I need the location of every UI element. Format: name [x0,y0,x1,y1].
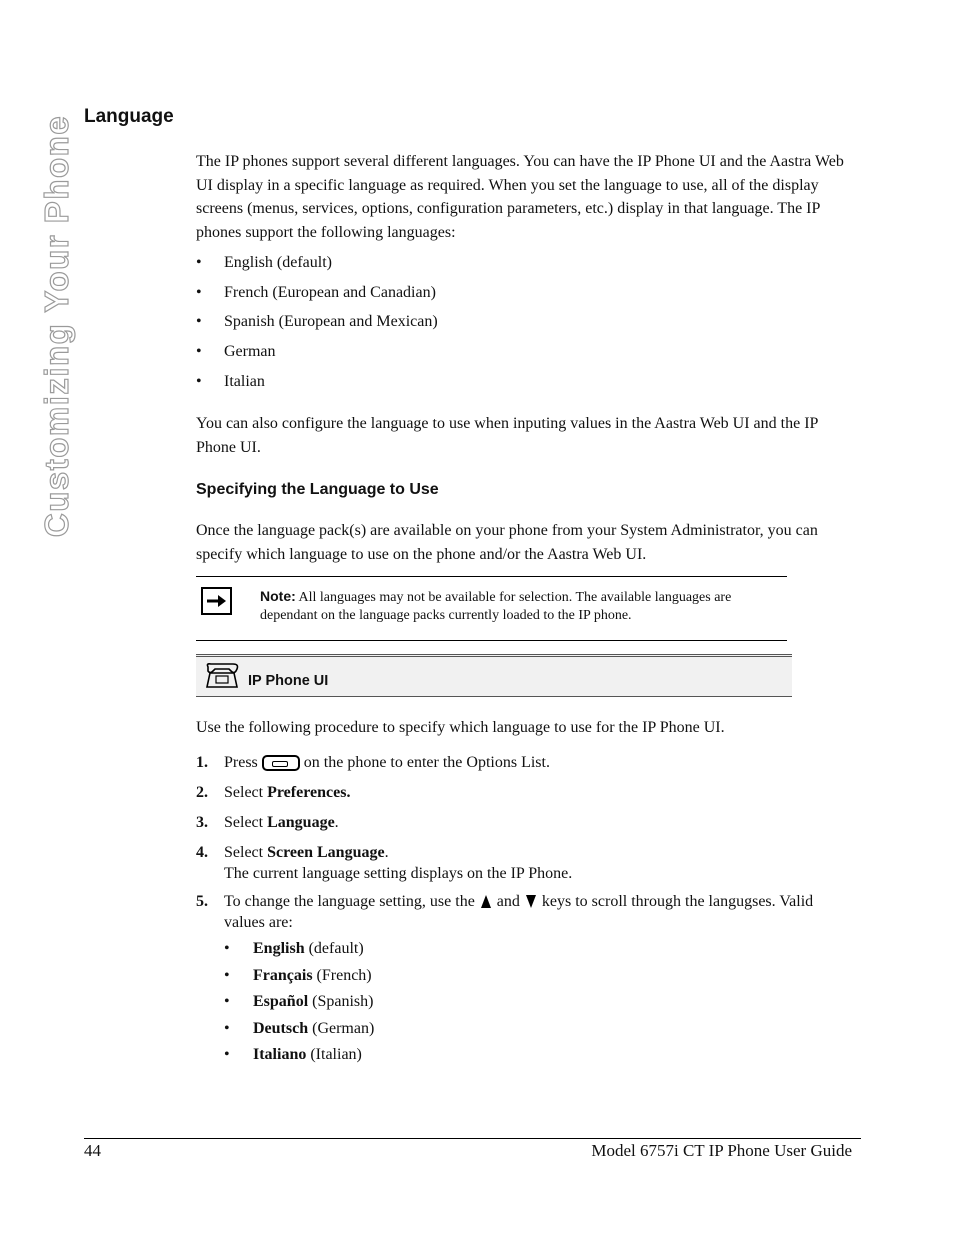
note [260,587,790,625]
note-rule-bottom [196,640,787,641]
page-number: 44 [84,1141,101,1160]
inputing-paragraph: You can also configure the language to use when inputing values in the Aastra Web UI and the IP Phone UI. [196,415,818,456]
note-label: Note: [260,588,296,604]
section-title: Language [84,106,174,127]
guide-title: Model 6757i CT IP Phone User Guide [591,1141,852,1160]
procedure-intro: Use the following procedure to specify which language to use for the IP Phone UI. [196,719,725,736]
specify-paragraph: Once the language pack(s) are available on your phone from your System Administrator, you can specify which language to use on the phone and/or the Aastra Web UI. [196,522,818,563]
intro-paragraph: The IP phones support several different languages. You can have the IP Phone UI and the Aastra Web UI display in a specific language as required. When you set the language to use, all of the display screens (menus, services, options, configuration parameters, etc.) display in that language. The IP phones support the following languages: [196,153,844,241]
subsection-title: Specifying the Language to Use [196,481,439,498]
footer-rule [84,1138,861,1139]
down-arrow-icon [526,895,536,908]
up-arrow-icon [481,895,491,908]
side-tab-label: Customizing Your Phone [38,114,75,538]
options-key-icon [262,755,300,771]
note-rule-top [196,576,787,577]
phone-icon [203,662,241,690]
ip-phone-ui-label: IP Phone UI [248,673,329,689]
note-text: All languages may not be available for selection. The available languages are dependant on the language packs currently loaded to the IP phone. [260,590,732,623]
arrow-right-icon [201,587,232,615]
side-tab [37,110,77,542]
